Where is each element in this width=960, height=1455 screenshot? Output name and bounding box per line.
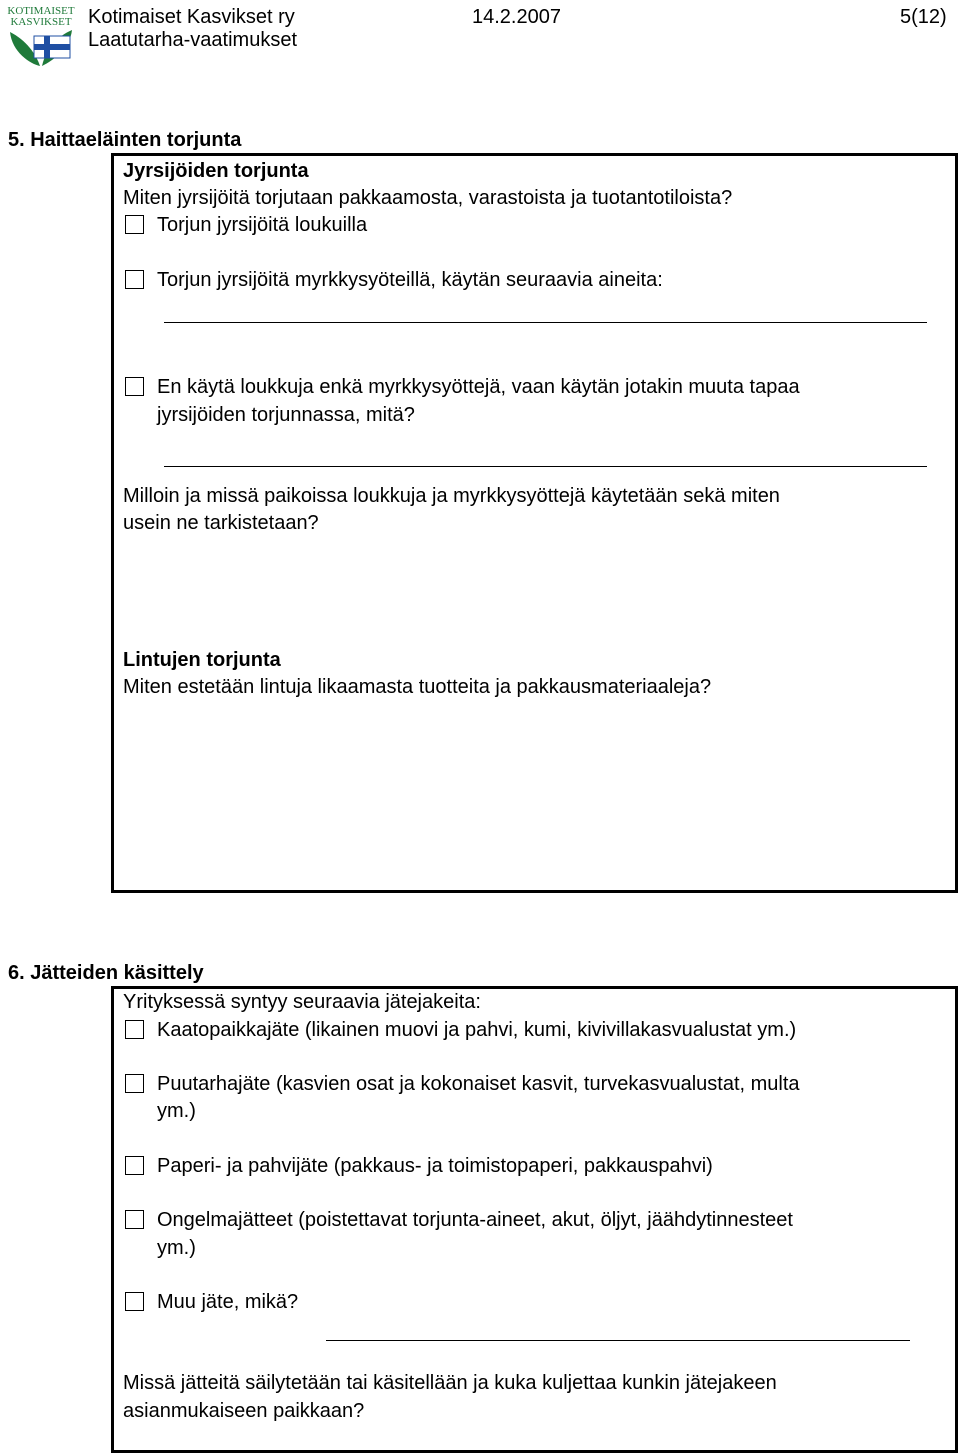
hazardous-waste-label-line1: Ongelmajätteet (poistettavat torjunta-aineet, akut, öljyt, jäähdytinnesteet xyxy=(157,1209,793,1231)
bait-usage-question-line2: usein ne tarkistetaan? xyxy=(123,512,319,534)
poison-bait-checkbox[interactable] xyxy=(125,270,144,289)
landfill-waste-label: Kaatopaikkajäte (likainen muovi ja pahvi, kumi, kivivillakasvualustat ym.) xyxy=(157,1019,797,1041)
rodent-control-heading: Jyrsijöiden torjunta xyxy=(123,160,309,182)
other-method-label-line1: En käytä loukkuja enkä myrkkysyöttejä, vaan käytän jotakin muuta tapaa xyxy=(157,376,800,398)
paper-waste-checkbox[interactable] xyxy=(125,1156,144,1175)
header-organization: Kotimaiset Kasvikset ry xyxy=(88,6,295,28)
traps-checkbox[interactable] xyxy=(125,215,144,234)
company-logo xyxy=(4,2,78,68)
logo-text-top: KOTIMAISET xyxy=(7,5,75,17)
paper-waste-label: Paperi- ja pahvijäte (pakkaus- ja toimistopaperi, pakkauspahvi) xyxy=(157,1155,713,1177)
traps-option-label: Torjun jyrsijöitä loukuilla xyxy=(157,214,368,236)
other-method-answer-line[interactable] xyxy=(164,466,927,467)
header-page-number: 5(12) xyxy=(900,6,947,28)
header-document-title: Laatutarha-vaatimukset xyxy=(88,29,298,51)
bird-control-heading: Lintujen torjunta xyxy=(123,649,281,671)
other-waste-label: Muu jäte, mikä? xyxy=(157,1291,299,1313)
waste-storage-question-line2: asianmukaiseen paikkaan? xyxy=(123,1400,365,1422)
other-waste-checkbox[interactable] xyxy=(125,1292,144,1311)
header-date: 14.2.2007 xyxy=(472,6,561,28)
logo-text-bottom: KASVIKSET xyxy=(10,16,72,28)
rodent-control-question: Miten jyrsijöitä torjutaan pakkaamosta, varastoista ja tuotantotiloista? xyxy=(123,187,733,209)
section5-title: 5. Haittaeläinten torjunta xyxy=(8,129,242,151)
garden-waste-label-line1: Puutarhajäte (kasvien osat ja kokonaiset kasvit, turvekasvualustat, multa xyxy=(157,1073,800,1095)
landfill-waste-checkbox[interactable] xyxy=(125,1020,144,1039)
hazardous-waste-label-line2: ym.) xyxy=(157,1237,196,1259)
bait-usage-question-line1: Milloin ja missä paikoissa loukkuja ja myrkkysyöttejä käytetään sekä miten xyxy=(123,485,780,507)
garden-waste-checkbox[interactable] xyxy=(125,1074,144,1093)
section6-title: 6. Jätteiden käsittely xyxy=(8,962,204,984)
poison-substances-answer-line[interactable] xyxy=(164,322,927,323)
waste-intro-text: Yrityksessä syntyy seuraavia jätejakeita: xyxy=(123,991,481,1013)
garden-waste-label-line2: ym.) xyxy=(157,1100,196,1122)
other-waste-answer-line[interactable] xyxy=(326,1340,910,1341)
other-method-checkbox[interactable] xyxy=(125,377,144,396)
hazardous-waste-checkbox[interactable] xyxy=(125,1210,144,1229)
other-method-label-line2: jyrsijöiden torjunnassa, mitä? xyxy=(157,404,415,426)
waste-storage-question-line1: Missä jätteitä säilytetään tai käsitellään ja kuka kuljettaa kunkin jätejakeen xyxy=(123,1372,777,1394)
bird-control-question: Miten estetään lintuja likaamasta tuotteita ja pakkausmateriaaleja? xyxy=(123,676,712,698)
poison-bait-option-label: Torjun jyrsijöitä myrkkysyöteillä, käytän seuraavia aineita: xyxy=(157,269,663,291)
